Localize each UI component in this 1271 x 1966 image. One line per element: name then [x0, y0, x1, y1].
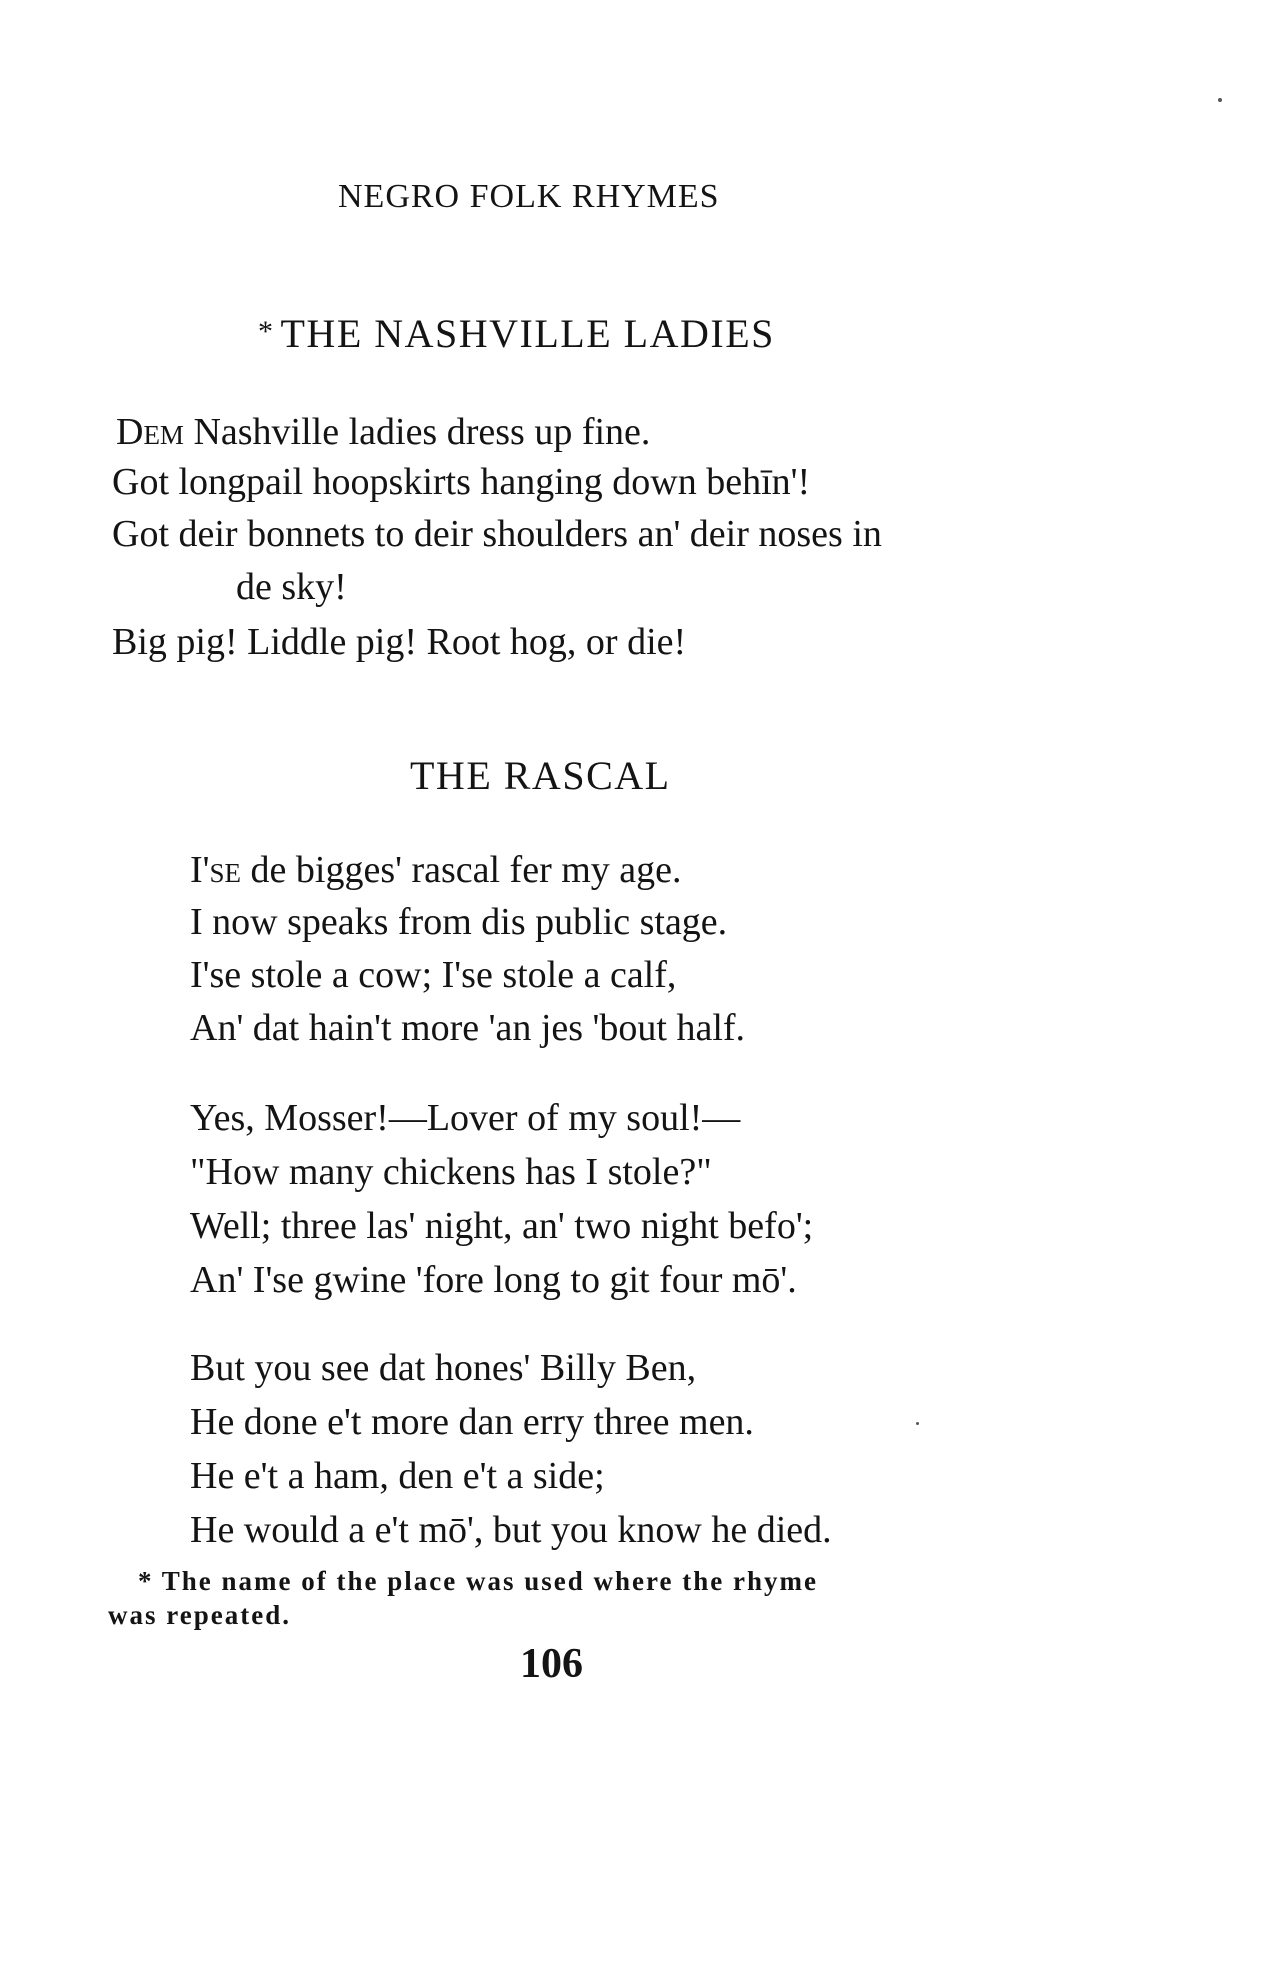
poem-line: He done e't more dan erry three men.	[190, 1401, 754, 1443]
poem-line: Big pig! Liddle pig! Root hog, or die!	[112, 621, 687, 663]
poem-title-text: THE NASHVILLE LADIES	[280, 311, 775, 356]
poem-line: Got longpail hoopskirts hanging down behīn'!	[112, 461, 811, 503]
poem-line: I'se stole a cow; I'se stole a calf,	[190, 954, 677, 996]
poem-line: He e't a ham, den e't a side;	[190, 1455, 605, 1497]
poem-line: Got deir bonnets to deir shoulders an' deir noses in	[112, 513, 882, 555]
poem-title-the-rascal: THE RASCAL	[410, 753, 671, 798]
poem-line: He would a e't mō', but you know he died.	[190, 1509, 832, 1551]
footnote	[108, 1564, 998, 1632]
poem-line	[116, 410, 650, 454]
poem-title-nashville-ladies	[258, 310, 775, 357]
footnote-marker: *	[138, 1566, 154, 1596]
drop-word-start: I'	[190, 849, 210, 891]
page-number: 106	[520, 1641, 583, 1687]
scan-speck	[1218, 98, 1222, 102]
line-rest: de bigges' rascal fer my age.	[241, 849, 682, 891]
scan-speck	[916, 1422, 919, 1425]
poem-line: An' dat hain't more 'an jes 'bout half.	[190, 1007, 746, 1049]
line-rest: Nashville ladies dress up fine.	[183, 411, 651, 453]
poem-line	[190, 848, 682, 892]
footnote-line: was repeated.	[108, 1600, 291, 1630]
poem-line: Well; three las' night, an' two night befo';	[190, 1205, 814, 1247]
poem-line: But you see dat hones' Billy Ben,	[190, 1347, 697, 1389]
poem-line: I now speaks from dis public stage.	[190, 901, 728, 943]
drop-word: Dem	[116, 411, 184, 453]
running-head: NEGRO FOLK RHYMES	[338, 178, 720, 215]
poem-line: An' I'se gwine 'fore long to git four mō'.	[190, 1259, 797, 1301]
footnote-marker: *	[258, 315, 275, 348]
drop-word-end: se	[209, 849, 242, 891]
footnote-line: * The name of the place was used where the rhyme	[138, 1566, 818, 1596]
poem-line: Yes, Mosser!—Lover of my soul!—	[190, 1097, 741, 1139]
poem-line: "How many chickens has I stole?"	[190, 1151, 712, 1193]
poem-line-continuation: de sky!	[236, 566, 347, 608]
